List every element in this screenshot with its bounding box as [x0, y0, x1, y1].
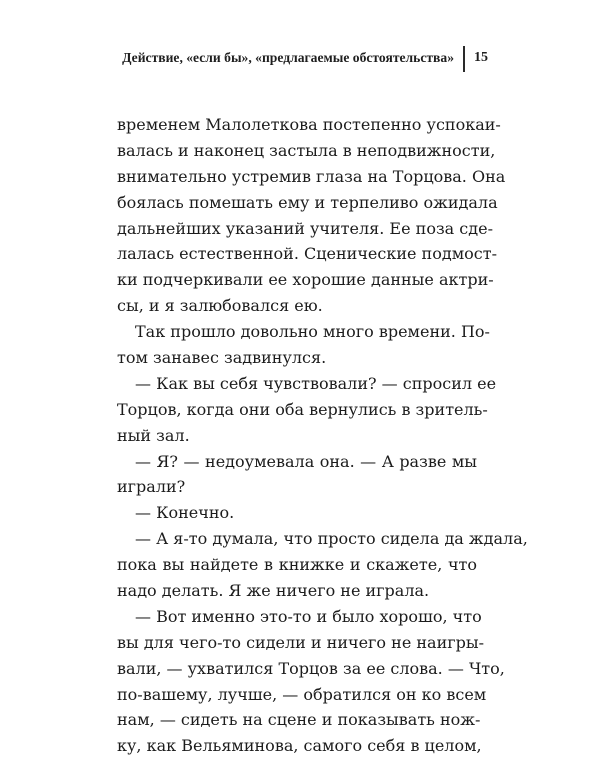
text-line: нам, — сидеть на сцене и показывать нож-: [117, 710, 481, 730]
text-line: боялась помешать ему и терпеливо ожидала: [117, 192, 498, 212]
text-line: том занавес задвинулся.: [117, 348, 327, 368]
text-line: Так прошло довольно много времени. По-: [135, 322, 490, 342]
body-text: [117, 112, 528, 759]
text-line: надо делать. Я же ничего не играла.: [117, 581, 430, 601]
text-line: — Я? — недоумевала она. — А разве мы: [135, 451, 477, 471]
text-line: ный зал.: [117, 425, 190, 445]
text-line: валась и наконец застыла в неподвижности,: [117, 140, 496, 160]
text-line: ку, как Вельяминова, самого себя в целом,: [117, 736, 482, 756]
text-line: вали, — ухватился Торцов за ее слова. — Что,: [117, 658, 505, 678]
text-line: по-вашему, лучше, — обратился он ко всем: [117, 684, 487, 704]
text-line: — Как вы себя чувствовали? — спросил ее: [135, 373, 497, 393]
text-line: дальнейших указаний учителя. Ее поза сде-: [117, 218, 493, 238]
text-line: Торцов, когда они оба вернулись в зритель-: [117, 399, 488, 419]
running-header: [0, 46, 600, 68]
text-line: — Конечно.: [135, 503, 235, 523]
text-line: внимательно устремив глаза на Торцова. Она: [117, 166, 506, 186]
page-number: 15: [474, 50, 488, 65]
text-line: играли?: [117, 477, 186, 497]
text-line: — А я-то думала, что просто сидела да ждала,: [135, 529, 528, 549]
running-title: Действие, «если бы», «предлагаемые обстоятельства»: [122, 50, 454, 65]
text-line: — Вот именно это-то и было хорошо, что: [135, 606, 482, 626]
text-line: вы для чего-то сидели и ничего не наигры-: [117, 632, 484, 652]
text-line: временем Малолеткова постепенно успокаи-: [117, 115, 501, 134]
text-line: ки подчеркивали ее хорошие данные актри-: [117, 270, 494, 290]
header-divider: [463, 46, 465, 72]
text-line: лалась естественной. Сценические подмост-: [117, 244, 497, 264]
text-line: сы, и я залюбовался ею.: [117, 296, 323, 316]
text-line: пока вы найдете в книжке и скажете, что: [117, 555, 477, 575]
